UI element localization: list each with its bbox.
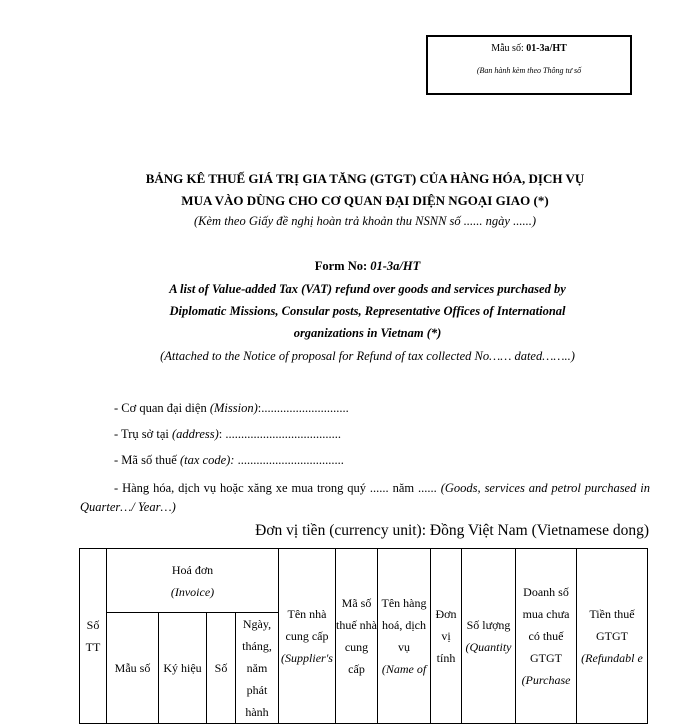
col-unit: Đơn vị tính <box>431 549 462 724</box>
issued-note: (Ban hành kèm theo Thông tư số <box>476 66 582 75</box>
col-ky-hieu: Ký hiệu <box>159 613 207 724</box>
vat-refund-table <box>79 548 648 724</box>
title-vn-line2: MUA VÀO DÙNG CHO CƠ QUAN ĐẠI DIỆN NGOẠI GIAO (*) <box>181 193 549 208</box>
title-vn-line1: BẢNG KÊ THUẾ GIÁ TRỊ GIA TĂNG (GTGT) CỦA HÀNG HÓA, DỊCH VỤ <box>145 171 585 186</box>
col-supplier-tax-code: Mã số thuế nhà cung cấp <box>336 549 378 724</box>
form-code-box <box>426 35 632 95</box>
title-en-line1: A list of Value-added Tax (VAT) refund over goods and services purchased by <box>169 282 566 296</box>
col-so: Số <box>207 613 236 724</box>
title-en-attachment: (Attached to the Notice of proposal for Refund of tax collected No…… dated……..) <box>160 349 575 363</box>
address-field: - Trụ sở tại (address): ..................................... <box>114 427 342 441</box>
title-en-line3: organizations in Vietnam (*) <box>293 326 442 340</box>
col-stt: Số TT <box>80 549 107 724</box>
mission-field: - Cơ quan đại diện (Mission):............................ <box>114 401 349 415</box>
col-supplier: Tên nhà cung cấp (Supplier's <box>279 549 336 724</box>
goods-period-field: - Hàng hóa, dịch vụ hoặc xăng xe mua trong quý ...... năm ...... (Goods, services and petrol purchased in Quarter…/ Year…) <box>80 481 650 514</box>
form-code: 01-3a/HT <box>526 43 567 54</box>
col-quantity: Số lượng (Quantity <box>462 549 516 724</box>
col-invoice: Hoá đơn (Invoice) <box>107 549 279 613</box>
currency-unit: Đơn vị tiền (currency unit): Đồng Việt Nam (Vietnamese dong) <box>255 522 649 539</box>
tax-code-field: - Mã số thuế (tax code): .................................. <box>114 453 344 467</box>
col-goods-name: Tên hàng hoá, dịch vụ (Name of <box>378 549 431 724</box>
form-code-label: Mẫu số: <box>491 43 524 54</box>
col-sales: Doanh số mua chưa có thuế GTGT (Purchase <box>516 549 577 724</box>
col-mau-so: Mẫu số <box>107 613 159 724</box>
form-no-heading: Form No: 01-3a/HT <box>314 259 421 273</box>
col-issue-date: Ngày, tháng, năm phát hành <box>236 613 279 724</box>
col-vat: Tiền thuế GTGT (Refundabl e <box>577 549 648 724</box>
title-vn-attachment: (Kèm theo Giấy đề nghị hoàn trả khoản thu NSNN số ...... ngày ......) <box>194 214 536 228</box>
title-en-line2: Diplomatic Missions, Consular posts, Representative Offices of International <box>169 304 566 318</box>
